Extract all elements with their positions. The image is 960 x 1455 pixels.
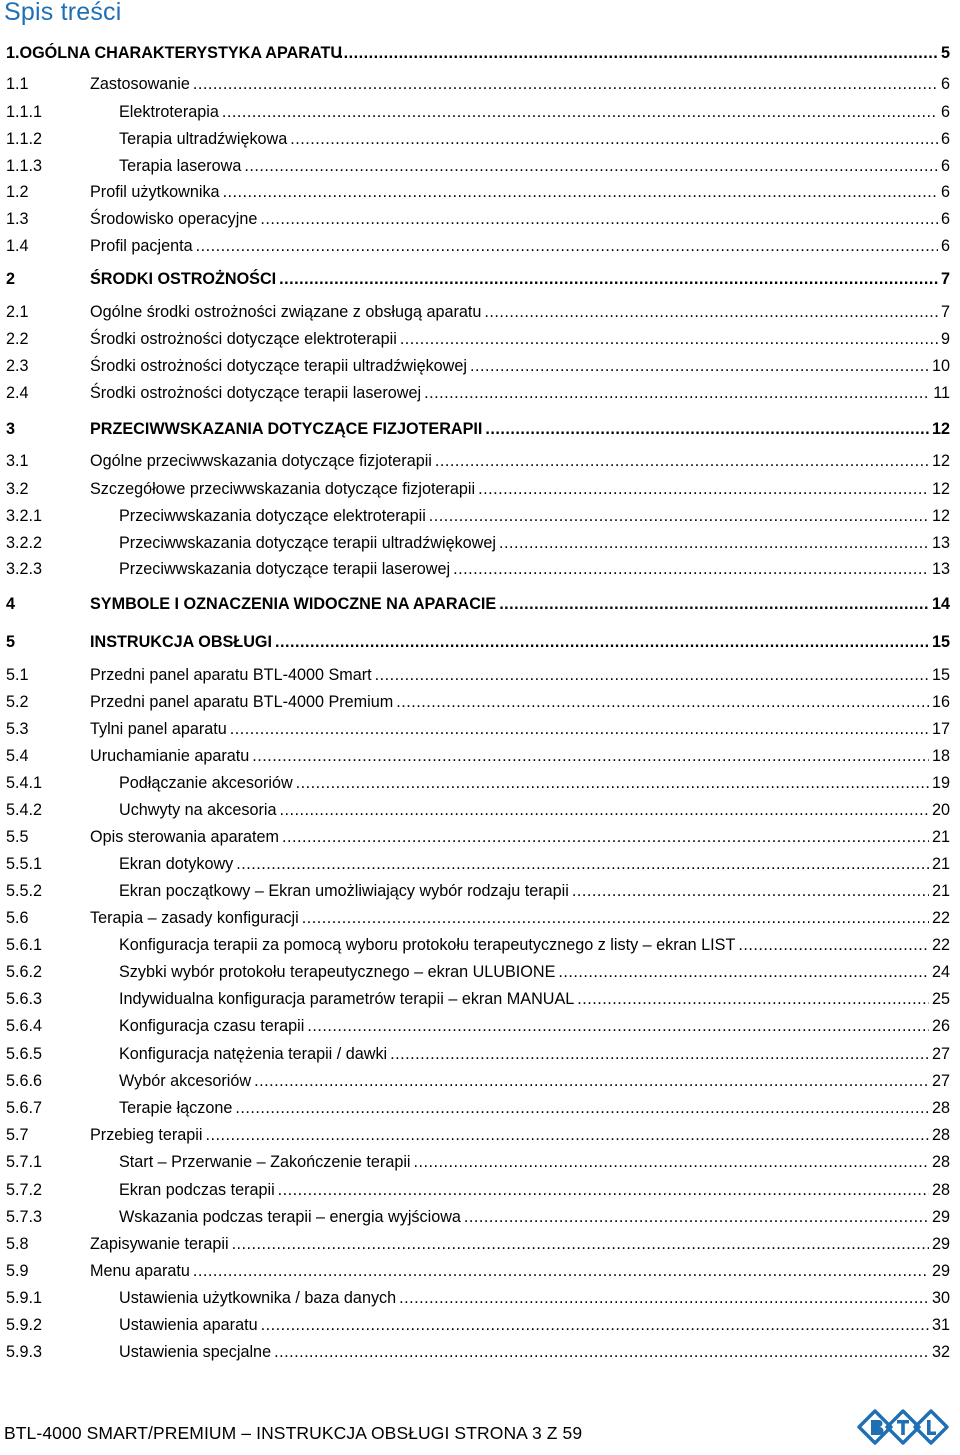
toc-dot-leader [274,1341,929,1363]
toc-dot-leader [499,593,929,615]
toc-entry-title: SYMBOLE I OZNACZENIA WIDOCZNE NA APARACIE [90,595,497,613]
toc-dot-leader [222,101,938,123]
toc-entry-title: Terapia – zasady konfiguracji [90,909,299,927]
toc-entry-page: 32 [931,1343,950,1361]
toc-dot-leader [260,208,938,230]
toc-entry-number: 5.6.6 [6,1072,43,1090]
page-title: Spis treści [4,0,122,26]
toc-entry-page: 7 [940,270,950,288]
toc-entry-page: 6 [940,103,950,121]
toc-entry-number: 3.2.2 [6,534,43,552]
toc-entry-number: 5.6 [6,909,29,927]
toc-entry[interactable] [6,880,950,902]
toc-entry-page: 6 [940,183,950,201]
toc-dot-leader [429,505,929,527]
toc-dot-leader [414,1151,929,1173]
toc-entry-page: 22 [931,909,950,927]
toc-dot-leader [252,745,929,767]
toc-entry-page: 29 [931,1235,950,1253]
toc-entry[interactable] [6,718,950,740]
toc-entry[interactable] [6,1341,950,1363]
toc-entry-number: 5.5.2 [6,882,43,900]
toc-entry[interactable] [6,355,950,377]
toc-entry[interactable] [6,558,950,580]
toc-dot-leader [254,1070,929,1092]
toc-entry-page: 16 [931,693,950,711]
toc-entry-title: Przeciwwskazania dotyczące terapii laserowej [119,560,451,578]
toc-dot-leader [453,558,929,580]
toc-entry-title: Terapia ultradźwiękowa [119,130,288,148]
toc-dot-leader [290,128,938,150]
toc-entry-page: 7 [940,303,950,321]
toc-dot-leader [205,1124,929,1146]
toc-entry-page: 28 [931,1181,950,1199]
toc-entry-title: Przeciwwskazania dotyczące elektroterapii [119,507,426,525]
toc-entry[interactable] [6,268,950,290]
toc-entry-title: Podłączanie akcesoriów [119,774,293,792]
toc-entry-number: 2.3 [6,357,29,375]
toc-entry[interactable] [6,1124,950,1146]
toc-entry-page: 24 [931,963,950,981]
toc-entry-number: 1.3 [6,210,29,228]
toc-entry[interactable] [6,691,950,713]
toc-entry[interactable] [6,1287,950,1309]
toc-entry-title: Profil użytkownika [90,183,220,201]
toc-entry-page: 15 [931,666,950,684]
toc-entry-title: Środki ostrożności dotyczące terapii ultradźwiękowej [90,357,467,375]
toc-entry-number: 1.1.1 [6,103,43,121]
toc-entry-page: 21 [931,828,950,846]
toc-entry-title: Zapisywanie terapii [90,1235,229,1253]
toc-entry[interactable] [6,73,950,95]
toc-entry-page: 6 [940,210,950,228]
toc-entry-title: Środki ostrożności dotyczące elektroterapii [90,330,397,348]
toc-entry-page: 5 [940,44,950,62]
toc-entry-page: 22 [931,936,950,954]
toc-entry-number: 5.6.2 [6,963,43,981]
toc-entry-page: 31 [931,1316,950,1334]
toc-entry[interactable] [6,631,950,653]
toc-entry-title: Ekran podczas terapii [119,1181,275,1199]
toc-entry-number: 5 [6,633,16,651]
toc-entry-title: Uchwyty na akcesoria [119,801,277,819]
toc-entry[interactable] [6,988,950,1010]
toc-entry-title: Menu aparatu [90,1262,190,1280]
toc-dot-leader [738,934,929,956]
toc-entry-page: 21 [931,855,950,873]
toc-entry-page: 29 [931,1208,950,1226]
toc-entry-title: Przeciwwskazania dotyczące terapii ultradźwiękowej [119,534,496,552]
toc-entry-title: Przedni panel aparatu BTL-4000 Smart [90,666,372,684]
toc-entry[interactable] [6,128,950,150]
toc-entry-title: Konfiguracja czasu terapii [119,1017,305,1035]
toc-entry-title: Ustawienia aparatu [119,1316,258,1334]
toc-entry[interactable] [6,235,950,257]
toc-dot-leader [577,988,929,1010]
toc-entry[interactable] [6,1233,950,1255]
toc-entry-number: 5.5.1 [6,855,43,873]
toc-entry-number: 2.2 [6,330,29,348]
toc-entry-page: 12 [931,480,950,498]
toc-entry-page: 6 [940,75,950,93]
toc-entry[interactable] [6,301,950,323]
toc-entry-title: Wskazania podczas terapii – energia wyjściowa [119,1208,461,1226]
toc-dot-leader [400,328,938,350]
toc-entry-title: Szybki wybór protokołu terapeutycznego – ekran ULUBIONE [119,963,556,981]
toc-entry[interactable] [6,1070,950,1092]
toc-entry[interactable] [6,1097,950,1119]
toc-entry-title: Ustawienia specjalne [119,1343,272,1361]
toc-entry-number: 1.4 [6,237,29,255]
toc-entry-title: Środki ostrożności dotyczące terapii laserowej [90,384,422,402]
toc-entry-number: 5.6.3 [6,990,43,1008]
toc-entry[interactable] [6,664,950,686]
toc-entry-title: Opis sterowania aparatem [90,828,279,846]
toc-entry-page: 6 [940,157,950,175]
toc-entry-title: Konfiguracja terapii za pomocą wyboru protokołu terapeutycznego z listy – ekran LIST [119,936,736,954]
toc-entry-number: 5.7 [6,1126,29,1144]
toc-entry[interactable] [6,478,950,500]
toc-entry-title: PRZECIWWSKAZANIA DOTYCZĄCE FIZJOTERAPII [90,420,483,438]
toc-entry-page: 21 [931,882,950,900]
toc-entry-number: 3.2 [6,480,29,498]
toc-entry-number: 1.1.3 [6,157,43,175]
toc-entry-page: 12 [931,507,950,525]
toc-entry-number: 5.9.1 [6,1289,43,1307]
toc-dot-leader [390,1043,929,1065]
toc-dot-leader [470,355,929,377]
toc-entry-number: 1.1.2 [6,130,43,148]
toc-entry-number: 3.2.1 [6,507,43,525]
toc-entry-page: 28 [931,1099,950,1117]
toc-entry[interactable] [6,745,950,767]
toc-entry-number: 5.6.7 [6,1099,43,1117]
toc-dot-leader [282,826,929,848]
toc-entry-page: 18 [931,747,950,765]
toc-entry-number: 5.9.3 [6,1343,43,1361]
toc-dot-leader [193,1260,929,1282]
toc-dot-leader [279,268,938,290]
toc-entry-number: 5.1 [6,666,29,684]
toc-entry-title: INSTRUKCJA OBSŁUGI [90,633,272,651]
toc-entry[interactable] [6,1260,950,1282]
toc-entry-page: 17 [931,720,950,738]
toc-entry-page: 19 [931,774,950,792]
toc-entry[interactable] [6,505,950,527]
toc-dot-leader [435,450,929,472]
toc-entry-title: Ekran początkowy – Ekran umożliwiający wybór rodzaju terapii [119,882,569,900]
toc-entry[interactable] [6,826,950,848]
toc-entry[interactable] [6,853,950,875]
toc-entry-number: 5.3 [6,720,29,738]
toc-entry[interactable] [6,1179,950,1201]
toc-entry[interactable] [6,532,950,554]
toc-entry-page: 27 [931,1072,950,1090]
toc-entry-number: 5.4.2 [6,801,43,819]
toc-entry-page: 13 [931,534,950,552]
toc-entry-number: 1.2 [6,183,29,201]
toc-entry-title: Tylni panel aparatu [90,720,227,738]
toc-entry-page: 13 [931,560,950,578]
toc-entry-number: 5.9 [6,1262,29,1280]
toc-dot-leader [223,181,938,203]
toc-entry-number: 5.6.5 [6,1045,43,1063]
toc-dot-leader [278,1179,929,1201]
toc-dot-leader [261,1314,929,1336]
toc-entry-number: 3.1 [6,452,29,470]
toc-entry-title: Indywidualna konfiguracja parametrów terapii – ekran MANUAL [119,990,575,1008]
toc-entry-title: Szczegółowe przeciwwskazania dotyczące fizjoterapii [90,480,476,498]
toc-entry-page: 25 [931,990,950,1008]
toc-entry-number: 5.8 [6,1235,29,1253]
toc-entry-page: 28 [931,1153,950,1171]
toc-entry-number: 3 [6,420,16,438]
toc-entry-page: 12 [931,420,950,438]
toc-entry[interactable] [6,155,950,177]
toc-entry[interactable] [6,328,950,350]
toc-entry-title: Przebieg terapii [90,1126,203,1144]
toc-entry-page: 30 [931,1289,950,1307]
toc-entry[interactable] [6,208,950,230]
toc-entry[interactable] [6,1043,950,1065]
toc-entry[interactable] [6,593,950,615]
toc-entry-page: 14 [931,595,950,613]
toc-entry-number: 5.2 [6,693,29,711]
toc-entry-title: Wybór akcesoriów [119,1072,252,1090]
toc-entry-title: Przedni panel aparatu BTL-4000 Premium [90,693,394,711]
toc-entry[interactable] [6,42,950,64]
toc-entry-page: 10 [931,357,950,375]
toc-entry-number: 1.1 [6,75,29,93]
toc-dot-leader [558,961,929,983]
toc-entry-number: 5.7.1 [6,1153,43,1171]
toc-entry-title: Start – Przerwanie – Zakończenie terapii [119,1153,411,1171]
toc-entry-number: 4 [6,595,16,613]
toc-entry-number: 2 [6,270,16,288]
toc-entry-number: 1.OGÓLNA CHARAKTERYSTYKA APARATU [6,44,343,62]
toc-entry-page: 29 [931,1262,950,1280]
toc-entry-title: Konfiguracja natężenia terapii / dawki [119,1045,388,1063]
toc-entry[interactable] [6,1314,950,1336]
toc-dot-leader [485,418,929,440]
toc-dot-leader [478,478,929,500]
toc-entry-title: Profil pacjenta [90,237,193,255]
toc-entry-page: 28 [931,1126,950,1144]
toc-entry-title: Ustawienia użytkownika / baza danych [119,1289,397,1307]
toc-entry[interactable] [6,450,950,472]
toc-dot-leader [499,532,929,554]
toc-entry[interactable] [6,961,950,983]
toc-dot-leader [302,907,929,929]
toc-entry-number: 5.9.2 [6,1316,43,1334]
toc-dot-leader [230,718,929,740]
toc-dot-leader [236,853,929,875]
toc-dot-leader [339,42,938,64]
toc-dot-leader [232,1233,929,1255]
toc-dot-leader [396,691,929,713]
toc-dot-leader [484,301,938,323]
toc-entry-title: Ekran dotykowy [119,855,234,873]
toc-entry[interactable] [6,101,950,123]
toc-entry[interactable] [6,1151,950,1173]
btl-logo [851,1405,955,1453]
toc-entry-number: 5.7.3 [6,1208,43,1226]
toc-entry-number: 5.6.4 [6,1017,43,1035]
toc-entry-page: 15 [931,633,950,651]
toc-dot-leader [464,1206,929,1228]
toc-entry[interactable] [6,772,950,794]
toc-entry-title: Uruchamianie aparatu [90,747,250,765]
toc-entry-number: 3.2.3 [6,560,43,578]
toc-entry[interactable] [6,934,950,956]
toc-dot-leader [375,664,929,686]
toc-entry-number: 5.5 [6,828,29,846]
toc-dot-leader [275,631,929,653]
toc-dot-leader [296,772,929,794]
toc-dot-leader [572,880,929,902]
toc-entry-page: 26 [931,1017,950,1035]
toc-entry-title: Elektroterapia [119,103,219,121]
toc-entry-page: 6 [940,130,950,148]
toc-entry-number: 5.6.1 [6,936,43,954]
toc-dot-leader [235,1097,929,1119]
toc-dot-leader [279,799,929,821]
toc-entry-title: Terapie łączone [119,1099,233,1117]
toc-entry-title: Ogólne przeciwwskazania dotyczące fizjoterapii [90,452,432,470]
toc-entry[interactable] [6,799,950,821]
toc-dot-leader [399,1287,929,1309]
toc-entry[interactable] [6,1015,950,1037]
toc-entry-title: ŚRODKI OSTROŻNOŚCI [90,270,277,288]
toc-entry-title: Terapia laserowa [119,157,242,175]
toc-entry[interactable] [6,907,950,929]
toc-dot-leader [196,235,938,257]
toc-dot-leader [307,1015,929,1037]
toc-entry-page: 6 [940,237,950,255]
toc-entry-page: 20 [931,801,950,819]
toc-entry-title: Środowisko operacyjne [90,210,258,228]
toc-entry-number: 2.4 [6,384,29,402]
page-footer: BTL-4000 SMART/PREMIUM – INSTRUKCJA OBSŁUGI STRONA 3 Z 59 [4,1423,583,1443]
toc-entry[interactable] [6,418,950,440]
toc-entry-title: Ogólne środki ostrożności związane z obsługą aparatu [90,303,482,321]
toc-entry-number: 2.1 [6,303,29,321]
toc-entry-number: 5.7.2 [6,1181,43,1199]
toc-entry-page: 9 [940,330,950,348]
toc-entry-page: 11 [933,384,950,402]
toc-dot-leader [244,155,938,177]
toc-entry-page: 27 [931,1045,950,1063]
toc-entry-title: Zastosowanie [90,75,190,93]
toc-entry[interactable] [6,382,950,404]
toc-entry-number: 5.4 [6,747,29,765]
toc-entry[interactable] [6,1206,950,1228]
toc-entry[interactable] [6,181,950,203]
toc-entry-number: 5.4.1 [6,774,43,792]
toc-dot-leader [193,73,938,95]
toc-dot-leader [424,382,930,404]
toc-entry-page: 12 [931,452,950,470]
